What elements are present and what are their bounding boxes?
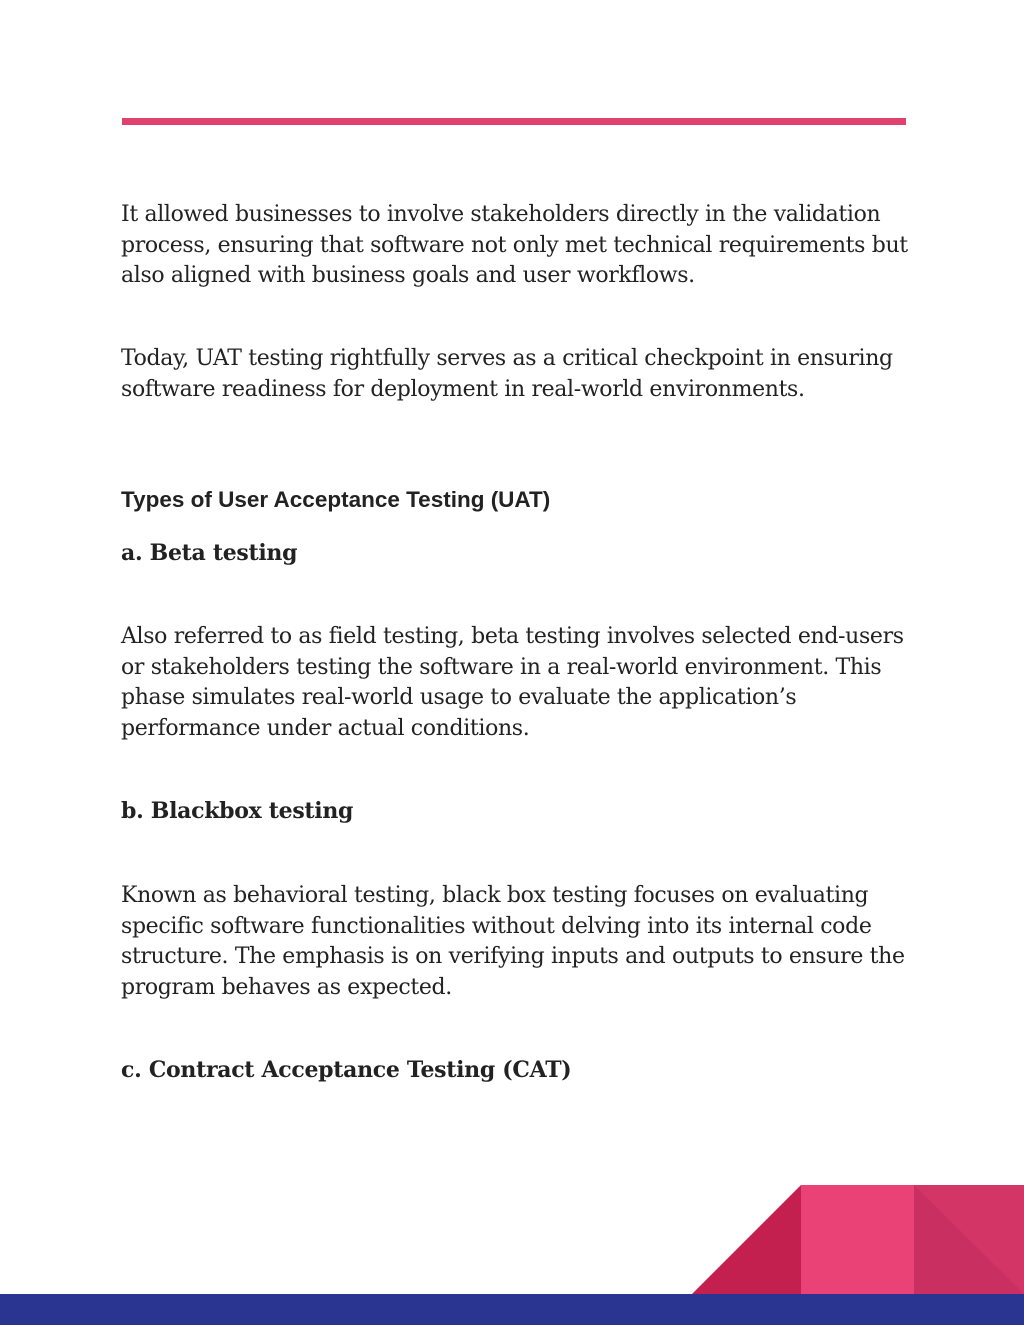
section-heading: Types of User Acceptance Testing (UAT)	[121, 487, 551, 512]
deco-crimson-triangle	[692, 1185, 801, 1294]
subsection-heading-blackbox: b. Blackbox testing	[121, 798, 354, 824]
intro-paragraph-1: It allowed businesses to involve stakeholders directly in the validation process, ensuring that software not only met technical requirements but also aligned with business goals and user workflows.	[121, 202, 908, 288]
subsection-body-blackbox: Known as behavioral testing, black box testing focuses on evaluating specific software functionalities without delving into its internal code structure. The emphasis is on verifying inputs and outputs to ensure the program behaves as expected.	[121, 883, 905, 1000]
subsection-body-beta: Also referred to as field testing, beta testing involves selected end-users or stakeholders testing the software in a real-world environment. This phase simulates real-world usage to evaluate the application’s performance under actual conditions.	[121, 624, 904, 741]
subsection-heading-cat: c. Contract Acceptance Testing (CAT)	[121, 1057, 572, 1083]
subsection-heading-beta: a. Beta testing	[121, 540, 298, 566]
footer-bar	[0, 1294, 1024, 1325]
intro-paragraph-2: Today, UAT testing rightfully serves as a critical checkpoint in ensuring software readiness for deployment in real-world environments.	[121, 346, 893, 402]
deco-pink-block	[801, 1185, 914, 1294]
